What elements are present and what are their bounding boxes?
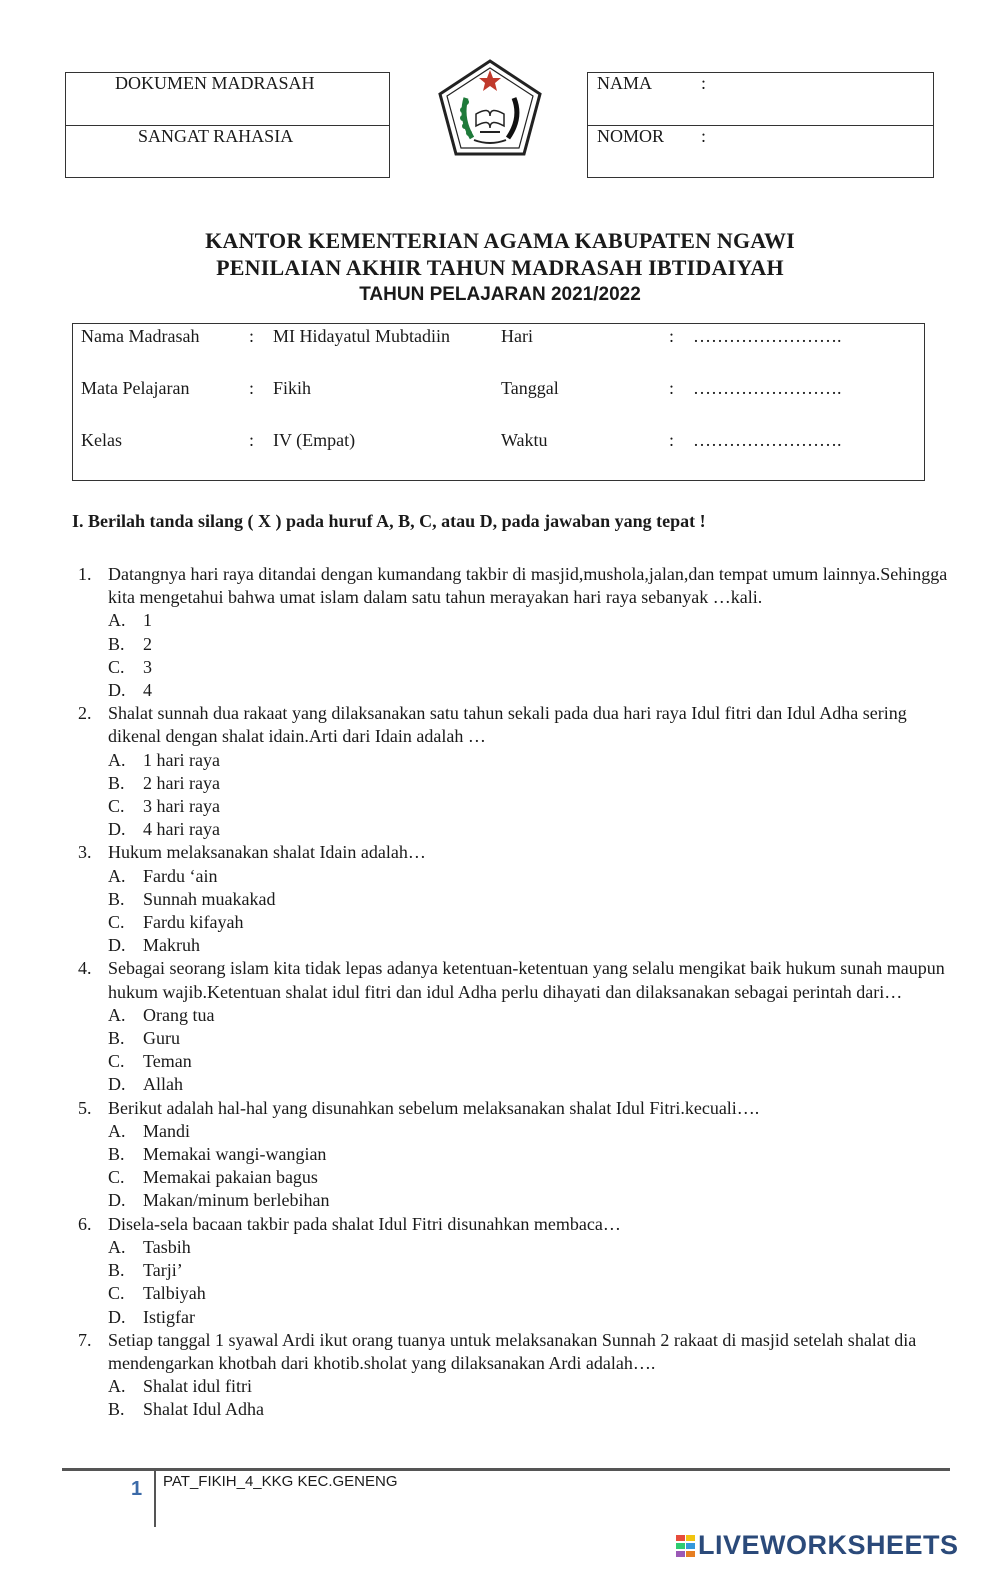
info-label-subject: Mata Pelajaran	[81, 378, 190, 398]
answer-option[interactable]	[108, 633, 948, 656]
answer-option[interactable]	[108, 656, 948, 679]
question-number: 1.	[78, 564, 92, 584]
option-letter: B.	[108, 1260, 125, 1281]
question-item	[78, 841, 948, 864]
info-colon: :	[669, 430, 675, 450]
answer-option[interactable]	[108, 1004, 948, 1027]
option-text: 4 hari raya	[143, 819, 220, 840]
option-letter: D.	[108, 935, 126, 956]
option-letter: D.	[108, 1190, 126, 1211]
answer-option[interactable]	[108, 1027, 948, 1050]
question-text: Hukum melaksanakan shalat Idain adalah…	[108, 842, 426, 863]
footer-vertical-divider	[154, 1471, 156, 1527]
question-list	[78, 563, 948, 1422]
answer-option[interactable]	[108, 1306, 948, 1329]
question-number: 3.	[78, 842, 92, 863]
option-letter: B.	[108, 772, 125, 793]
option-text: 3	[143, 656, 152, 677]
info-value-madrasah: MI Hidayatul Mubtadiin	[273, 326, 450, 346]
info-label-class: Kelas	[81, 430, 122, 450]
answer-option[interactable]	[108, 818, 948, 841]
answer-option[interactable]	[108, 772, 948, 795]
answer-option[interactable]	[108, 1189, 948, 1212]
question-number: 6.	[78, 1213, 92, 1234]
option-text: Mandi	[143, 1120, 190, 1141]
info-colon: :	[669, 326, 675, 346]
info-colon: :	[669, 378, 675, 398]
option-letter: D.	[108, 819, 126, 840]
option-text: 2 hari raya	[143, 772, 220, 793]
liveworksheets-logo-icon	[676, 1535, 696, 1557]
info-value-date: …………………….	[693, 378, 842, 398]
info-value-time: …………………….	[693, 430, 842, 450]
question-text: Sebagai seorang islam kita tidak lepas adanya ketentuan-ketentuan yang selalu mengikat baik hukum sunah maupun hukum wajib.Ketentuan shalat idul fitri dan idul Adha perlu dihayati dan dilaksanakan sebagai perintah dari…	[108, 958, 945, 1002]
name-label: NAMA	[597, 73, 653, 93]
option-letter: D.	[108, 680, 126, 701]
answer-option[interactable]	[108, 1166, 948, 1189]
option-text: Guru	[143, 1028, 180, 1049]
option-text: Memakai wangi-wangian	[143, 1144, 327, 1165]
question-item	[78, 702, 948, 748]
footer-divider	[62, 1468, 950, 1471]
answer-option[interactable]	[108, 934, 948, 957]
answer-option[interactable]	[108, 1259, 948, 1282]
option-text: Allah	[143, 1074, 183, 1095]
option-letter: C.	[108, 656, 125, 677]
option-text: 2	[143, 633, 152, 654]
answer-option[interactable]	[108, 795, 948, 818]
option-letter: A.	[108, 749, 126, 770]
title-office: KANTOR KEMENTERIAN AGAMA KABUPATEN NGAWI	[205, 228, 795, 253]
question-item	[78, 1213, 948, 1236]
question-number: 2.	[78, 703, 92, 724]
option-text: Istigfar	[143, 1306, 195, 1327]
option-text: Memakai pakaian bagus	[143, 1167, 318, 1188]
question-number: 7.	[78, 1329, 92, 1350]
info-label-date: Tanggal	[501, 378, 559, 398]
info-label-time: Waktu	[501, 430, 548, 450]
question-text: Berikut adalah hal-hal yang disunahkan sebelum melaksanakan shalat Idul Fitri.kecuali….	[108, 1097, 760, 1118]
question-text: Datangnya hari raya ditandai dengan kumandang takbir di masjid,mushola,jalan,dan tempat umum lainnya.Sehingga kita mengetahui bahwa umat islam dalam satu tahun merayakan hari raya sebanyak …kali.	[108, 564, 948, 608]
option-letter: C.	[108, 796, 125, 817]
option-letter: A.	[108, 1236, 126, 1257]
number-colon: :	[701, 126, 707, 146]
footer-code: PAT_FIKIH_4_KKG KEC.GENENG	[163, 1473, 398, 1490]
option-text: Fardu kifayah	[143, 912, 244, 933]
option-letter: A.	[108, 865, 126, 886]
number-label: NOMOR	[597, 126, 665, 146]
question-item	[78, 1097, 948, 1120]
question-number: 4.	[78, 958, 92, 979]
option-letter: A.	[108, 610, 126, 631]
option-letter: C.	[108, 1283, 125, 1304]
option-letter: B.	[108, 888, 125, 909]
title-exam: PENILAIAN AKHIR TAHUN MADRASAH IBTIDAIYAH	[216, 255, 784, 280]
option-letter: B.	[108, 1399, 125, 1420]
answer-option[interactable]	[108, 1398, 948, 1421]
option-text: 4	[143, 680, 152, 701]
document-label: DOKUMEN MADRASAH	[115, 73, 315, 93]
option-text: 3 hari raya	[143, 796, 220, 817]
answer-option[interactable]	[108, 1050, 948, 1073]
option-letter: C.	[108, 912, 125, 933]
answer-option[interactable]	[108, 1375, 948, 1398]
option-text: Tarji’	[143, 1260, 183, 1281]
question-text: Setiap tanggal 1 syawal Ardi ikut orang tuanya untuk melaksanakan Sunnah 2 rakaat di masjid setelah shalat dia mendengarkan khotbah dari khotib.sholat yang dilaksanakan Ardi adalah….	[108, 1329, 917, 1373]
option-letter: D.	[108, 1074, 126, 1095]
option-text: 1	[143, 610, 152, 631]
question-number: 5.	[78, 1097, 92, 1118]
answer-option[interactable]	[108, 888, 948, 911]
option-text: Fardu ‘ain	[143, 865, 218, 886]
answer-option[interactable]	[108, 609, 948, 632]
answer-option[interactable]	[108, 865, 948, 888]
option-letter: A.	[108, 1120, 126, 1141]
question-text: Shalat sunnah dua rakaat yang dilaksanakan satu tahun sekali pada dua hari raya Idul fitri dan Idul Adha sering dikenal dengan shalat idain.Arti dari Idain adalah …	[108, 703, 907, 747]
info-label-madrasah: Nama Madrasah	[81, 326, 200, 346]
question-text: Disela-sela bacaan takbir pada shalat Idul Fitri disunahkan membaca…	[108, 1213, 621, 1234]
liveworksheets-brand: LIVEWORKSHEETS	[698, 1530, 959, 1560]
option-text: Talbiyah	[143, 1283, 206, 1304]
answer-option[interactable]	[108, 679, 948, 702]
name-colon: :	[701, 73, 707, 93]
info-value-subject: Fikih	[273, 378, 312, 398]
title-year: TAHUN PELAJARAN 2021/2022	[359, 284, 641, 305]
option-text: Orang tua	[143, 1004, 215, 1025]
page-number: 1	[131, 1478, 143, 1500]
option-letter: C.	[108, 1051, 125, 1072]
info-colon: :	[249, 378, 255, 398]
option-text: Shalat Idul Adha	[143, 1399, 264, 1420]
info-label-day: Hari	[501, 326, 533, 346]
option-text: Shalat idul fitri	[143, 1376, 252, 1397]
option-text: Makruh	[143, 935, 200, 956]
confidential-label: SANGAT RAHASIA	[138, 126, 294, 146]
option-letter: B.	[108, 1144, 125, 1165]
option-text: Tasbih	[143, 1236, 191, 1257]
option-letter: A.	[108, 1004, 126, 1025]
answer-option[interactable]	[108, 1120, 948, 1143]
option-text: Makan/minum berlebihan	[143, 1190, 330, 1211]
info-colon: :	[249, 430, 255, 450]
answer-option[interactable]	[108, 1073, 948, 1096]
answer-option[interactable]	[108, 749, 948, 772]
option-letter: B.	[108, 633, 125, 654]
question-item	[78, 957, 948, 1003]
question-item	[78, 563, 948, 609]
answer-option[interactable]	[108, 911, 948, 934]
info-value-day: …………………….	[693, 326, 842, 346]
option-text: Teman	[143, 1051, 192, 1072]
info-value-class: IV (Empat)	[273, 430, 356, 450]
option-letter: B.	[108, 1028, 125, 1049]
section-instruction: I. Berilah tanda silang ( X ) pada huruf A, B, C, atau D, pada jawaban yang tepat !	[72, 511, 706, 531]
info-colon: :	[249, 326, 255, 346]
option-text: 1 hari raya	[143, 749, 220, 770]
answer-option[interactable]	[108, 1282, 948, 1305]
option-letter: A.	[108, 1376, 126, 1397]
answer-option[interactable]	[108, 1143, 948, 1166]
answer-option[interactable]	[108, 1236, 948, 1259]
ministry-logo	[436, 58, 544, 158]
option-text: Sunnah muakakad	[143, 888, 276, 909]
option-letter: C.	[108, 1167, 125, 1188]
question-item	[78, 1329, 948, 1375]
option-letter: D.	[108, 1306, 126, 1327]
